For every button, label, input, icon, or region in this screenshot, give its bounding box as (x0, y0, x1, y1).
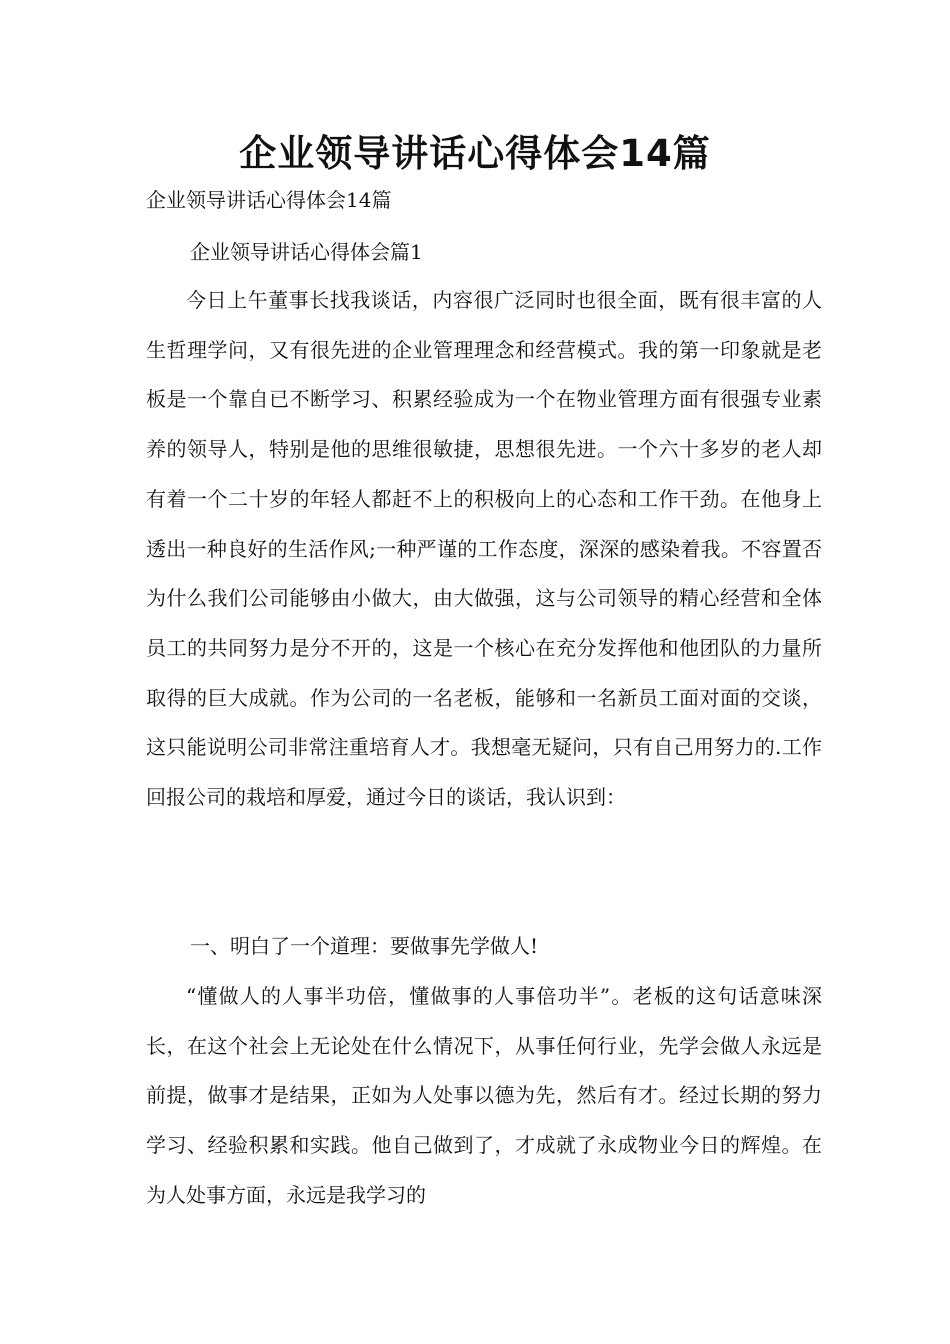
paragraph-3: “懂做人的人事半功倍，懂做事的人事倍功半”。老板的这句话意味深长，在这个社会上无论处在什么情况下，从事任何行业，先学会做人永远是前提，做事才是结果，正如为人处事以德为先，然后有才。经过长期的努力学习、经验积累和实践。他自己做到了，才成就了永成物业今日的辉煌。在为人处事方面，永远是我学习的 (146, 984, 822, 1207)
section-heading: 企业领导讲话心得体会篇1 (190, 240, 423, 264)
paragraph-2: 一、明白了一个道理：要做事先学做人! (190, 934, 539, 958)
document-subtitle: 企业领导讲话心得体会14篇 (146, 188, 392, 212)
document-title: 企业领导讲话心得体会14篇 (239, 132, 711, 175)
paragraph-1: 今日上午董事长找我谈话，内容很广泛同时也很全面，既有很丰富的人生哲理学问，又有很先进的企业管理理念和经营模式。我的第一印象就是老板是一个靠自已不断学习、积累经验成为一个在物业管理方面有很强专业素养的领导人，特别是他的思维很敏捷，思想很先进。一个六十多岁的老人却有着一个二十岁的年轻人都赶不上的积极向上的心态和工作干劲。在他身上透出一种良好的生活作风;一种严谨的工作态度，深深的感染着我。不容置否为什么我们公司能够由小做大，由大做强，这与公司领导的精心经营和全体员工的共同努力是分不开的，这是一个核心在充分发挥他和他团队的力量所取得的巨大成就。作为公司的一名老板，能够和一名新员工面对面的交谈，这只能说明公司非常注重培育人才。我想毫无疑问，只有自己用努力的.工作回报公司的栽培和厚爱，通过今日的谈话，我认识到： (146, 288, 822, 810)
